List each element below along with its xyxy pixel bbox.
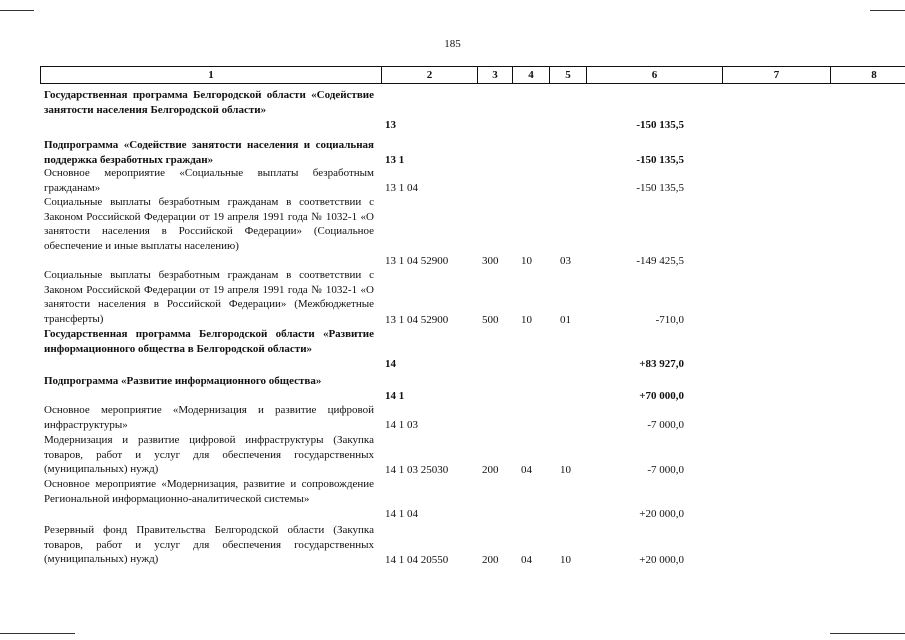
row-code: 14 1 04 [385,507,418,520]
row-col-3: 500 [482,313,499,326]
row-col-4: 04 [521,463,532,476]
header-col-7: 7 [723,67,831,83]
table-row [0,374,905,403]
header-col-4: 4 [513,67,550,83]
row-description: Социальные выплаты безработным гражданам в соответствии с Законом Российской Федерации от 19 апреля 1991 года № 1032-1 «О занятости населения в Российской Федерации» (Социальное обеспечение и иные выплаты населению) [44,196,374,252]
table-row [0,477,905,521]
row-code: 14 1 03 25030 [385,463,449,476]
row-col-5: 10 [560,463,571,476]
row-code: 14 1 [385,389,405,402]
header-col-3: 3 [478,67,513,83]
row-description: Модернизация и развитие цифровой инфраструктуры (Закупка товаров, работ и услуг для обеспечения государственных (муниципальных) нужд) [44,434,374,475]
row-code: 13 [385,118,396,131]
row-description: Социальные выплаты безработным гражданам в соответствии с Законом Российской Федерации от 19 апреля 1991 года № 1032-1 «О занятости населения в Российской Федерации» (Межбюджетные трансферты) [44,269,374,325]
table-header [40,66,905,84]
table-row [0,523,905,567]
row-code: 14 1 03 [385,418,418,431]
header-col-6: 6 [587,67,723,83]
row-col-5: 03 [560,254,571,267]
scan-edge-bottom-left [0,633,75,634]
row-description: Основное мероприятие «Модернизация, развитие и сопровождение Региональной информационно-аналитической системы» [44,478,374,505]
row-amount: +20 000,0 [639,507,684,520]
header-col-1: 1 [41,67,382,83]
header-col-2: 2 [382,67,478,83]
row-code: 13 1 [385,153,405,166]
page-number: 185 [444,38,461,50]
row-amount: +20 000,0 [639,553,684,566]
row-col-4: 10 [521,254,532,267]
table-row [0,403,905,432]
row-description: Основное мероприятие «Модернизация и развитие цифровой инфраструктуры» [44,404,374,431]
table-row [0,166,905,195]
table-row [0,433,905,477]
row-amount: -150 135,5 [636,181,684,194]
row-amount: -7 000,0 [647,463,684,476]
table-row [0,195,905,268]
table-row [0,138,905,167]
row-amount: -150 135,5 [636,153,684,166]
row-amount: +83 927,0 [639,357,684,370]
row-amount: -7 000,0 [647,418,684,431]
row-amount: -149 425,5 [636,254,684,267]
row-code: 13 1 04 [385,181,418,194]
row-col-3: 200 [482,553,499,566]
row-description: Основное мероприятие «Социальные выплаты безработным гражданам» [44,167,374,194]
table-row [0,268,905,327]
row-amount: -710,0 [655,313,684,326]
row-col-5: 01 [560,313,571,326]
row-amount: +70 000,0 [639,389,684,402]
scan-edge-top-left [0,10,34,11]
header-col-8: 8 [871,69,877,81]
row-col-3: 300 [482,254,499,267]
row-description: Государственная программа Белгородской области «Содействие занятости населения Белгородской области» [44,89,374,116]
header-col-5: 5 [550,67,587,83]
scan-edge-top-right [870,10,905,11]
row-col-4: 04 [521,553,532,566]
row-description: Резервный фонд Правительства Белгородской области (Закупка товаров, работ и услуг для обеспечения государственных (муниципальных) нужд) [44,524,374,565]
row-col-3: 200 [482,463,499,476]
scan-edge-bottom-right [830,633,905,634]
row-description: Подпрограмма «Содействие занятости населения и социальная поддержка безработных граждан» [44,139,374,166]
row-code: 13 1 04 52900 [385,313,449,326]
table-row [0,88,905,132]
row-code: 13 1 04 52900 [385,254,449,267]
row-description: Государственная программа Белгородской области «Развитие информационного общества в Белгородской области» [44,328,374,355]
row-amount: -150 135,5 [636,118,684,131]
row-code: 14 [385,357,396,370]
row-code: 14 1 04 20550 [385,553,449,566]
table-row [0,327,905,371]
row-description: Подпрограмма «Развитие информационного общества» [44,375,322,387]
row-col-4: 10 [521,313,532,326]
row-col-5: 10 [560,553,571,566]
